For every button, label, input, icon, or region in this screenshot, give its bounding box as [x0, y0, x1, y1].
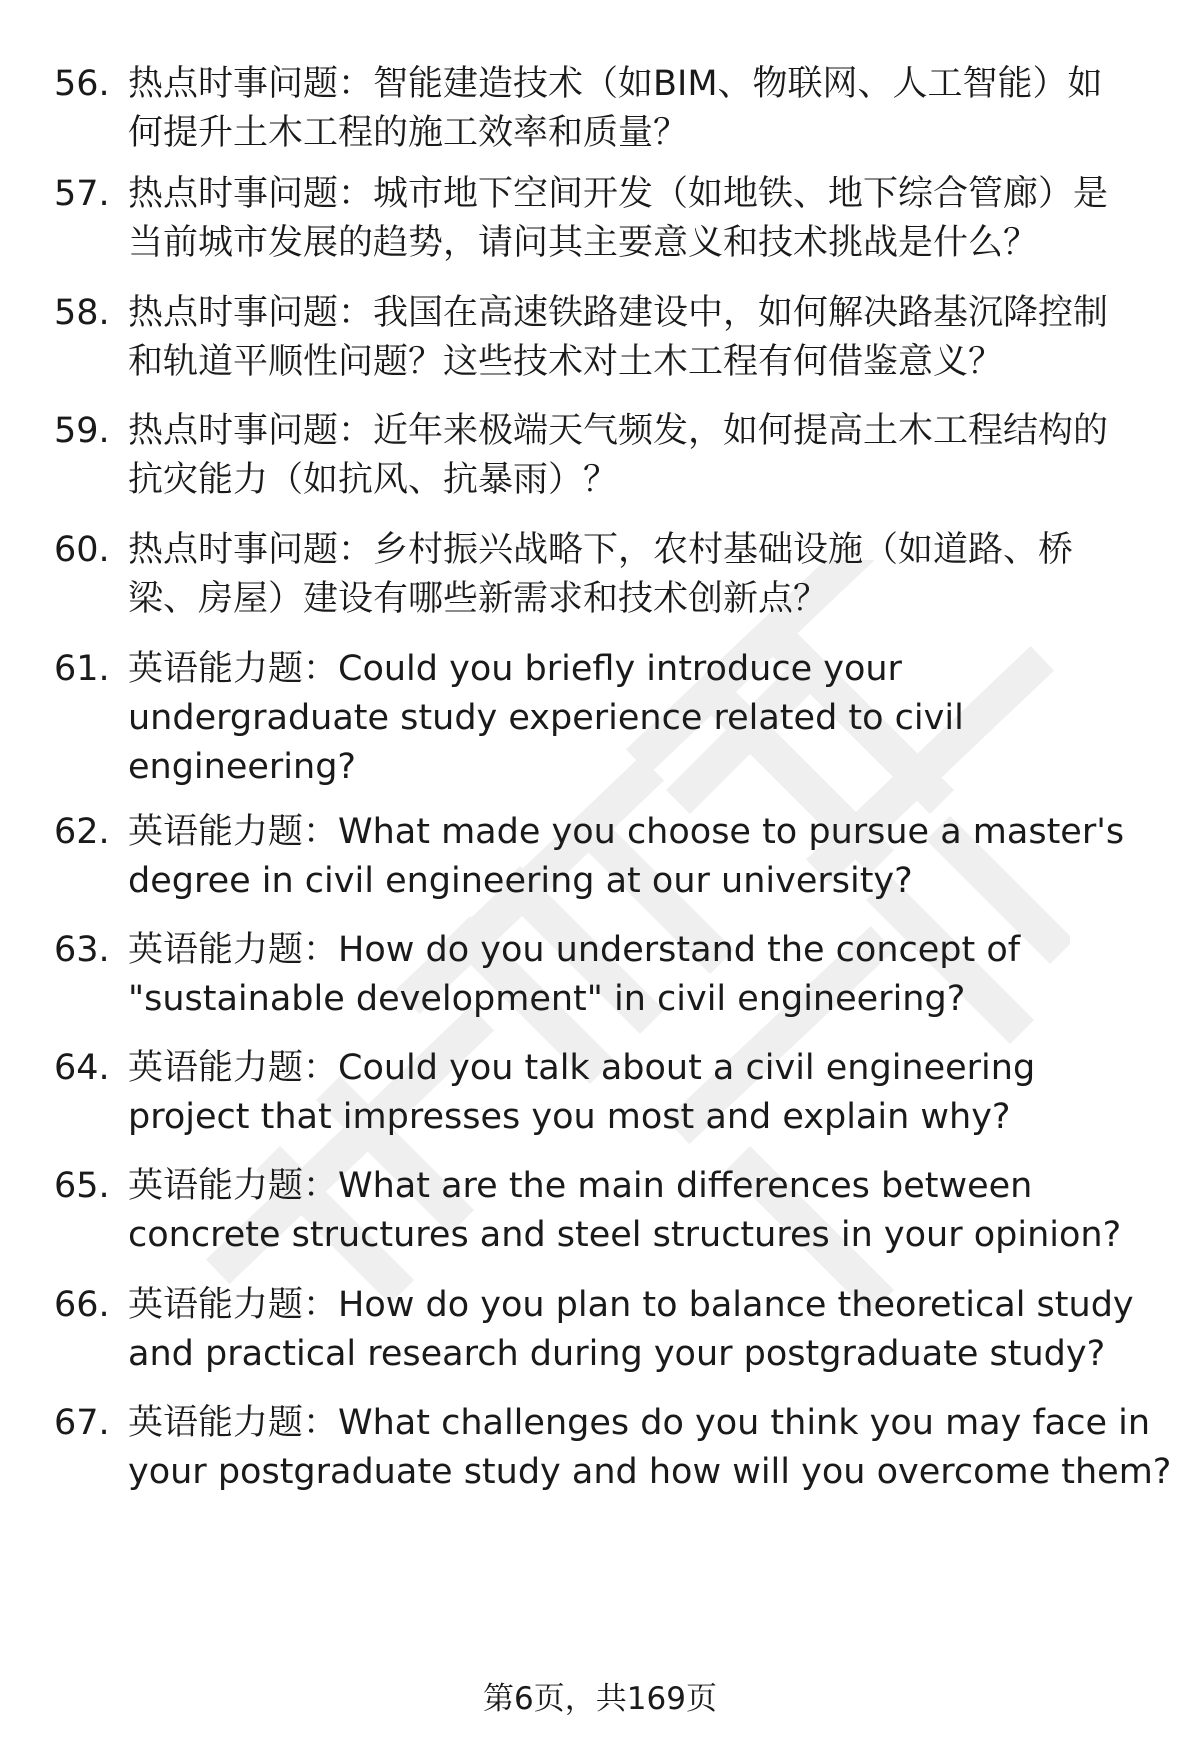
question-line: 英语能力题：How do you plan to balance theoretical study — [128, 1285, 1134, 1325]
question-number: 59. — [54, 411, 110, 451]
question-line: "sustainable development" in civil engineering? — [128, 979, 966, 1019]
question-number: 57. — [54, 174, 110, 214]
question-line: 热点时事问题：我国在高速铁路建设中，如何解决路基沉降控制 — [128, 293, 1109, 333]
question-line: 热点时事问题：智能建造技术（如BIM、物联网、人工智能）如 — [128, 64, 1103, 104]
question-line: 英语能力题：How do you understand the concept of — [128, 930, 1021, 970]
question-text — [128, 526, 1200, 624]
question-number: 66. — [54, 1285, 110, 1325]
question-line: 英语能力题：What made you choose to pursue a master's — [128, 812, 1125, 852]
question-text — [128, 645, 1200, 792]
question-text — [128, 808, 1200, 906]
question-line: 热点时事问题：近年来极端天气频发，如何提高土木工程结构的 — [128, 411, 1109, 451]
question-line: and practical research during your postgraduate study? — [128, 1334, 1106, 1374]
question-line: 热点时事问题：乡村振兴战略下，农村基础设施（如道路、桥 — [128, 530, 1074, 570]
question-line: concrete structures and steel structures in your opinion? — [128, 1215, 1122, 1255]
question-line: undergraduate study experience related to civil — [128, 698, 964, 738]
question-line: 梁、房屋）建设有哪些新需求和技术创新点？ — [128, 579, 829, 619]
question-number: 63. — [54, 930, 110, 970]
question-line: 何提升土木工程的施工效率和质量？ — [128, 113, 689, 153]
question-text — [128, 1044, 1200, 1142]
question-line: 和轨道平顺性问题？这些技术对土木工程有何借鉴意义？ — [128, 342, 1004, 382]
question-line: 当前城市发展的趋势，请问其主要意义和技术挑战是什么？ — [128, 223, 1039, 263]
question-line: 英语能力题：What are the main differences between — [128, 1166, 1033, 1206]
question-line: degree in civil engineering at our university? — [128, 861, 913, 901]
question-text — [128, 60, 1200, 158]
question-number: 64. — [54, 1048, 110, 1088]
question-text — [128, 170, 1200, 268]
question-line: project that impresses you most and explain why? — [128, 1097, 1011, 1137]
question-number: 58. — [54, 293, 110, 333]
question-line: 英语能力题：Could you briefly introduce your — [128, 649, 902, 689]
question-number: 65. — [54, 1166, 110, 1206]
question-line: 抗灾能力（如抗风、抗暴雨）？ — [128, 460, 619, 500]
question-text — [128, 926, 1200, 1024]
question-text — [128, 289, 1200, 387]
question-line: engineering? — [128, 747, 356, 787]
question-text — [128, 1281, 1200, 1379]
question-number: 62. — [54, 812, 110, 852]
page-footer: 第6页，共169页 — [483, 1681, 717, 1717]
question-line: 英语能力题：Could you talk about a civil engineering — [128, 1048, 1036, 1088]
question-line: your postgraduate study and how will you overcome them? — [128, 1452, 1172, 1492]
question-line: 英语能力题：What challenges do you think you may face in — [128, 1403, 1151, 1443]
question-text — [128, 1399, 1200, 1497]
question-text — [128, 1162, 1200, 1260]
question-number: 61. — [54, 649, 110, 689]
question-number: 67. — [54, 1403, 110, 1443]
question-text — [128, 407, 1200, 505]
question-number: 60. — [54, 530, 110, 570]
question-number: 56. — [54, 64, 110, 104]
question-line: 热点时事问题：城市地下空间开发（如地铁、地下综合管廊）是 — [128, 174, 1109, 214]
